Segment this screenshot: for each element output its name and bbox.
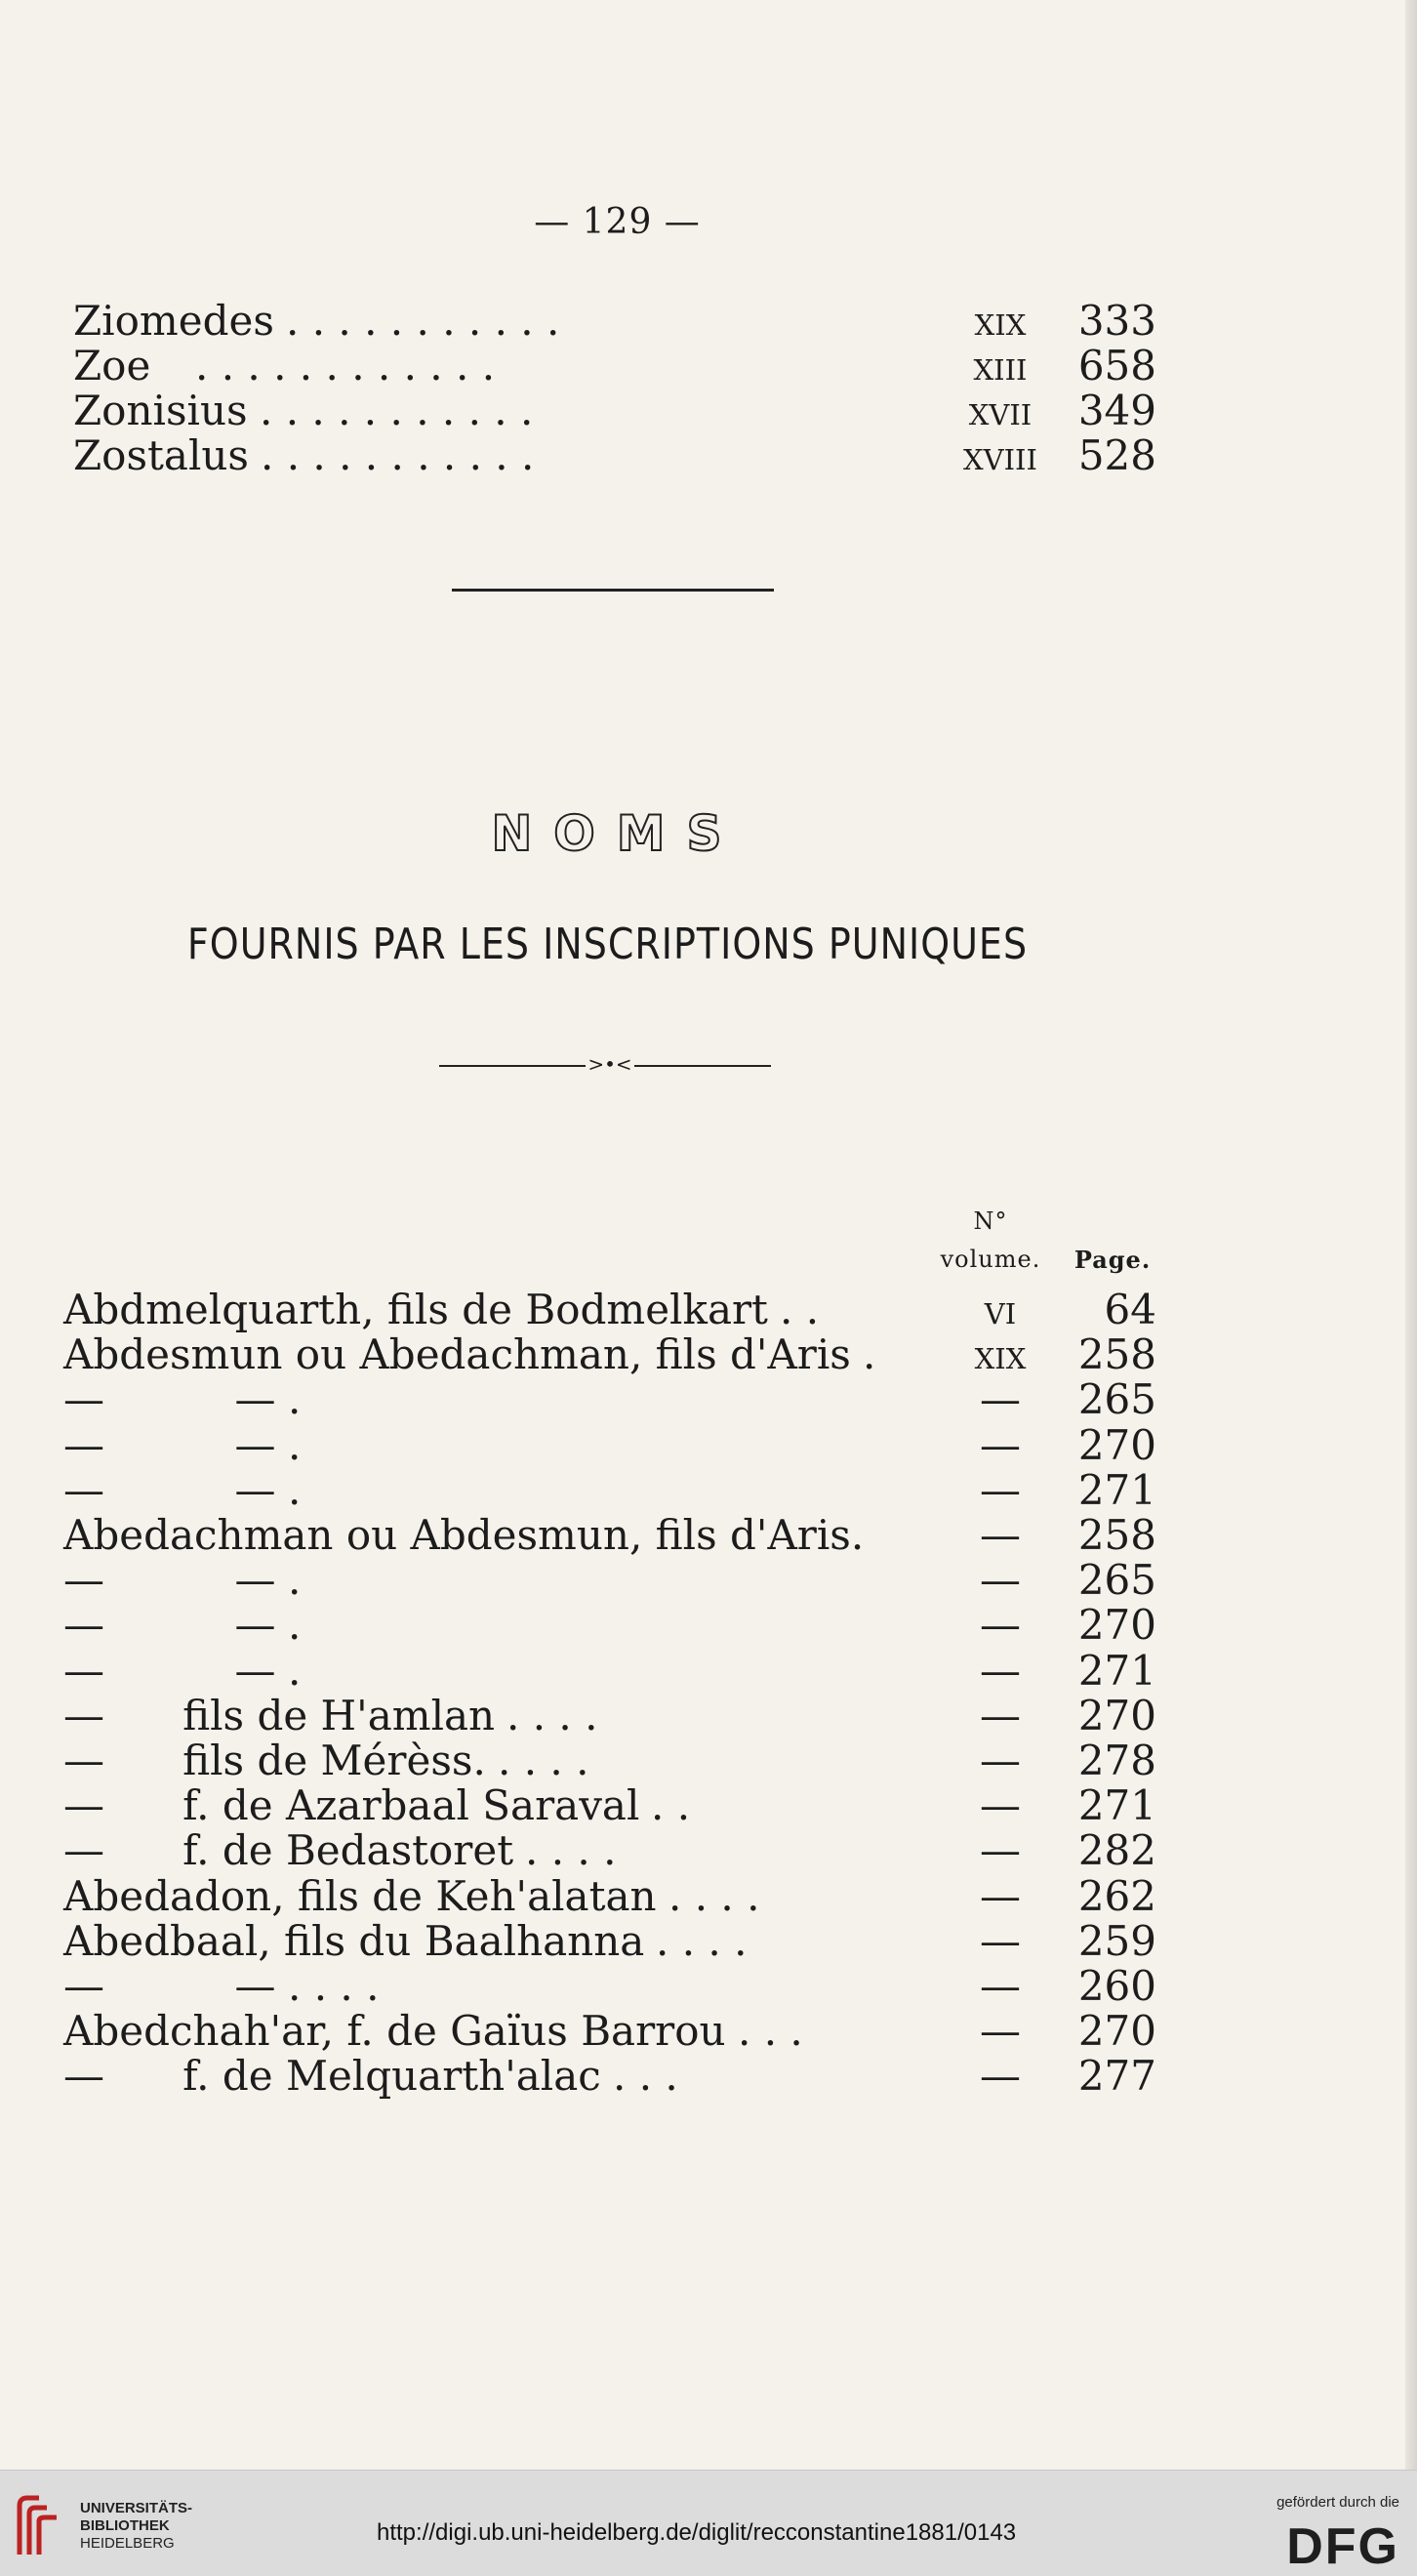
entry-name: Abedadon, fils de Keh'alatan [63,1871,657,1920]
z-entry-dots: . . . . . . . . . . . . [195,342,496,389]
entry-name: — — [63,1962,276,2010]
library-name-line1: UNIVERSITÄTS- [80,2500,193,2516]
entry-dots: . [288,1420,302,1469]
entry-name: — — [63,1375,276,1424]
entry-row [0,1376,1417,1423]
entry-dots: . [288,1556,302,1605]
entry-volume: — [980,1781,1021,1830]
entry-page: 262 [1077,1871,1156,1920]
entry-page: 282 [1077,1826,1156,1875]
entry-page: 265 [1077,1556,1156,1605]
entry-volume: — [980,2052,1021,2101]
ornament-line-right [634,1065,771,1067]
entry-row [0,1873,1417,1920]
entry-name: — — [63,1646,276,1695]
entry-volume: vi [984,1286,1017,1333]
entry-dots: . . [780,1286,820,1333]
column-header-page: Page. [1073,1246,1152,1274]
entry-volume: — [980,1871,1021,1920]
entry-row [0,1331,1417,1378]
z-entry-row [0,298,1417,345]
entry-name: Abedchah'ar, f. de Gaïus Barrou [63,2007,726,2056]
entry-name: Abedachman ou Abdesmun, fils d'Aris. [63,1511,865,1559]
entry-volume: — [980,1511,1021,1559]
entry-name: — f. de Bedastoret [63,1826,514,1875]
library-footer [0,2470,1417,2576]
entry-page: 270 [1077,2007,1156,2056]
entry-row [0,1963,1417,2010]
z-entry-row [0,432,1417,479]
z-entry-volume: xviii [963,431,1037,479]
z-entry-dots: . . . . . . . . . . . [260,387,534,434]
z-entry-row [0,343,1417,389]
entry-name: Abdmelquarth, fils de Bodmelkart [63,1286,768,1333]
dfg-logo: DFG [1286,2518,1399,2575]
entry-name: — f. de Azarbaal Saraval [63,1781,640,1830]
z-entry-name: Ziomedes [73,297,274,345]
library-logo-icon [14,2490,68,2560]
entry-volume: — [980,1691,1021,1739]
entry-volume: — [980,1737,1021,1784]
entry-dots: . [863,1330,876,1379]
column-header-no: N° [973,1207,1008,1235]
entry-volume: — [980,1962,1021,2010]
entry-dots: . . . [613,2052,678,2101]
entry-row [0,1693,1417,1739]
z-entry-name: Zoe [73,342,151,389]
entry-row [0,1827,1417,1874]
library-name [80,2500,192,2553]
column-header-volume: volume. [940,1246,1041,1273]
z-entry-volume: xvii [968,387,1032,434]
entry-page: 260 [1077,1962,1156,2010]
entry-dots: . [288,1646,302,1695]
entry-dots: . . . . [288,1962,380,2010]
entry-volume: — [980,1826,1021,1875]
entry-dots: . . . . [656,1916,748,1965]
entry-dots: . [288,1375,302,1424]
entry-page: 271 [1077,1781,1156,1830]
entry-row [0,2053,1417,2100]
entry-dots: . [288,1601,302,1650]
ornament-divider [439,1052,771,1076]
entry-page: 64 [1104,1286,1156,1333]
entry-volume: — [980,1420,1021,1469]
entry-row [0,1738,1417,1784]
permalink[interactable]: http://digi.ub.uni-heidelberg.de/diglit/recconstantine1881/0143 [377,2519,1017,2546]
entry-volume: — [980,1375,1021,1424]
section-subtitle: FOURNIS PAR LES INSCRIPTIONS PUNIQUES [186,919,1029,969]
entry-volume: — [980,1601,1021,1650]
z-entry-name: Zostalus [73,431,249,479]
entry-row [0,2008,1417,2055]
entry-name: — — [63,1465,276,1514]
entry-row [0,1512,1417,1559]
ornament-center: >•< [587,1052,632,1076]
entry-row [0,1918,1417,1965]
entry-name: — fils de Mérèss. [63,1737,486,1784]
entry-row [0,1557,1417,1604]
entry-dots: . . . . [506,1691,598,1739]
entry-dots: . . . . [498,1737,589,1784]
entry-dots: . . . . [525,1826,617,1875]
z-entry-page: 528 [1077,431,1156,479]
entry-name: — f. de Melquarth'alac [63,2052,601,2101]
z-entry-page: 349 [1077,387,1156,434]
entry-row [0,1467,1417,1514]
entry-volume: xix [974,1330,1027,1379]
entry-dots: . . . [738,2007,803,2056]
entry-name: Abdesmun ou Abedachman, fils d'Aris [63,1330,851,1379]
library-name-line3: HEIDELBERG [80,2535,175,2552]
entry-volume: — [980,1916,1021,1965]
entry-volume: — [980,1646,1021,1695]
entry-row [0,1648,1417,1695]
ornament-line-left [439,1065,586,1067]
entry-page: 277 [1077,2052,1156,2101]
entry-volume: — [980,2007,1021,2056]
z-entry-volume: xiii [973,342,1028,389]
z-entry-dots: . . . . . . . . . . . [286,297,560,345]
entry-volume: — [980,1465,1021,1514]
z-entry-dots: . . . . . . . . . . . [261,431,535,479]
entry-page: 265 [1077,1375,1156,1424]
entry-page: 258 [1077,1330,1156,1379]
z-entry-volume: xix [974,297,1027,345]
entry-page: 270 [1077,1601,1156,1650]
entry-dots: . . [651,1781,691,1830]
entry-page: 259 [1077,1916,1156,1965]
entry-dots: . [288,1465,302,1514]
entry-dots: . . . . [668,1871,760,1920]
entry-row [0,1602,1417,1649]
entry-page: 278 [1077,1737,1156,1784]
funded-by-label: gefördert durch die [1276,2494,1399,2511]
entry-name: Abedbaal, fils du Baalhanna [63,1916,645,1965]
entry-row [0,1422,1417,1469]
z-entry-page: 658 [1077,342,1156,389]
entry-name: — — [63,1601,276,1650]
z-entry-page: 333 [1077,297,1156,345]
z-entry-row [0,388,1417,434]
entry-name: — — [63,1420,276,1469]
section-title: NOMS [491,805,744,862]
entry-row [0,1782,1417,1829]
entry-page: 258 [1077,1511,1156,1559]
entry-page: 271 [1077,1465,1156,1514]
entry-name: — fils de H'amlan [63,1691,496,1739]
section-rule [452,589,774,592]
entry-name: — — [63,1556,276,1605]
entry-row [0,1287,1417,1333]
entry-volume: — [980,1556,1021,1605]
z-entry-name: Zonisius [73,387,248,434]
entry-page: 271 [1077,1646,1156,1695]
entry-page: 270 [1077,1420,1156,1469]
entry-page: 270 [1077,1691,1156,1739]
library-name-line2: BIBLIOTHEK [80,2517,170,2534]
page-number: — 129 — [534,202,701,242]
